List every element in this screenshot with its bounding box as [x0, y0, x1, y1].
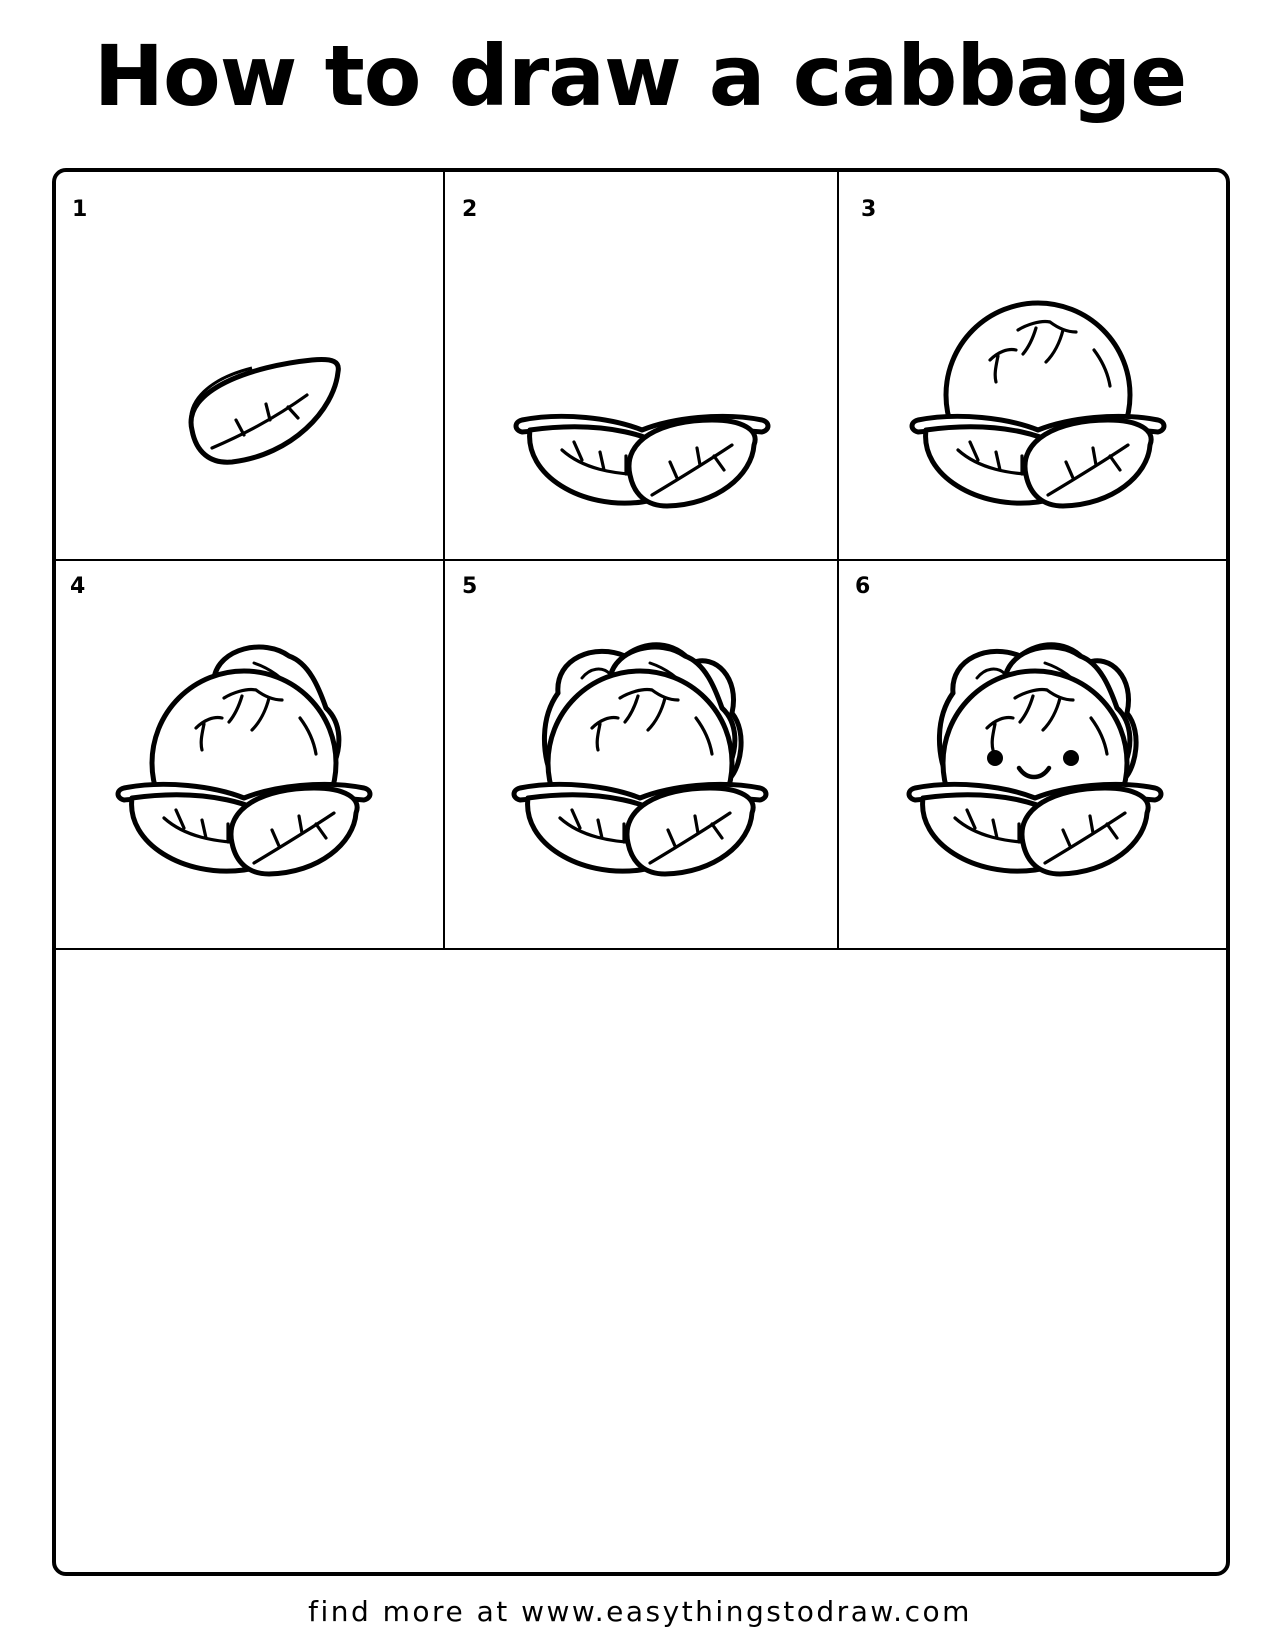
- step-5-drawing: [500, 638, 780, 898]
- step-1-drawing: [112, 270, 392, 530]
- step-number-2: 2: [462, 197, 478, 222]
- step-6-drawing: [895, 638, 1175, 898]
- footer-credit: find more at www.easythingstodraw.com: [308, 1595, 972, 1628]
- step-number-1: 1: [72, 197, 88, 222]
- practice-drawing-area[interactable]: [56, 950, 1226, 1572]
- step-number-6: 6: [855, 574, 871, 599]
- step-3-drawing: [898, 270, 1178, 530]
- grid-divider-col-1: [443, 172, 445, 949]
- step-2-drawing: [502, 270, 782, 530]
- grid-divider-col-2: [837, 172, 839, 949]
- page-title: How to draw a cabbage: [93, 27, 1187, 125]
- step-4-drawing: [104, 638, 384, 898]
- step-number-4: 4: [70, 574, 86, 599]
- step-number-3: 3: [861, 197, 877, 222]
- step-number-5: 5: [462, 574, 478, 599]
- grid-divider-row-1: [56, 559, 1226, 561]
